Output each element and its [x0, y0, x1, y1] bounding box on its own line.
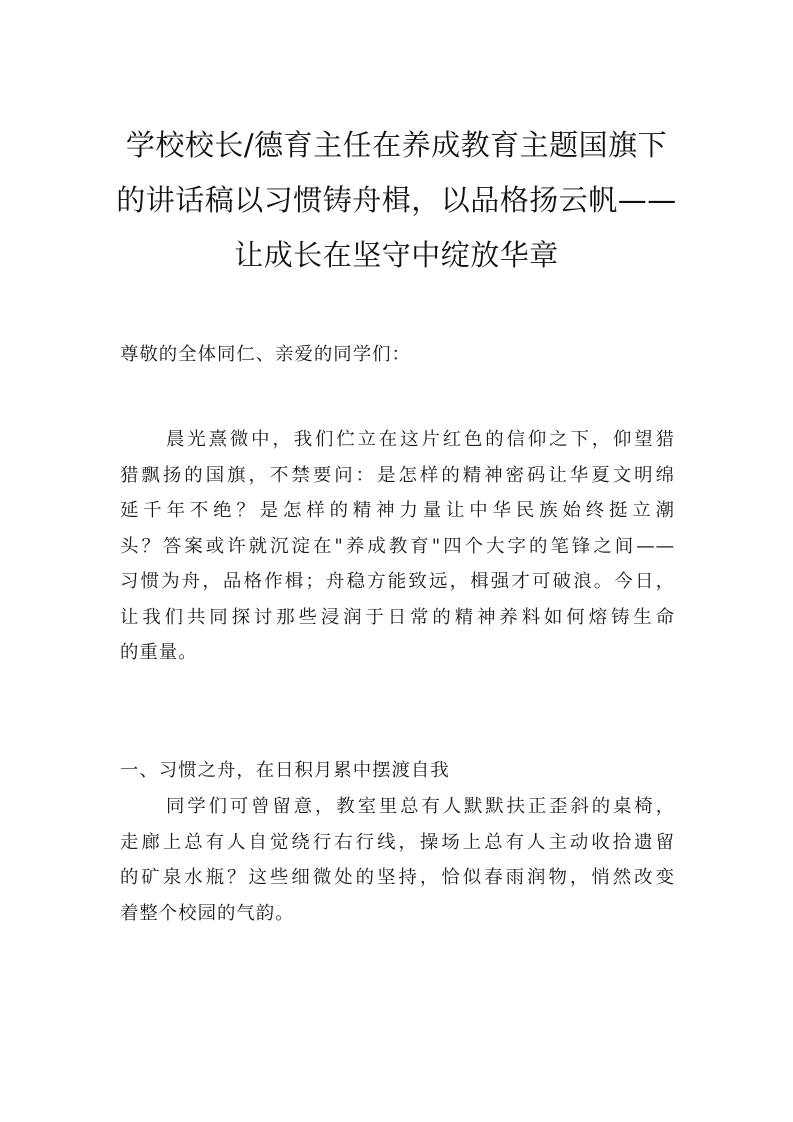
- paragraph-line: 晨光熹微中，我们伫立在这片红色的信仰之下，仰望猎: [166, 429, 675, 450]
- paragraph-line: 猎飘扬的国旗，不禁要问：是怎样的精神密码让华夏文明绵: [120, 464, 675, 486]
- paragraph-line: 走廊上总有人自觉绕行右行线，操场上总有人主动收拾遗留: [120, 831, 675, 853]
- title-line: 让成长在坚守中绽放华章: [234, 238, 559, 272]
- paragraph-line: 的重量。: [120, 642, 198, 663]
- title-line: 的讲话稿以习惯铸舟楫，以品格扬云帆——: [116, 183, 677, 217]
- greeting: 尊敬的全体同仁、亲爱的同学们：: [120, 344, 411, 365]
- paragraph-line: 着整个校园的气韵。: [120, 902, 295, 924]
- title-line: 学校校长/德育主任在养成教育主题国旗下: [125, 128, 668, 162]
- paragraph-1: [120, 422, 675, 671]
- paragraph-line: 的矿泉水瓶？这些细微处的坚持，恰似春雨润物，悄然改变: [120, 867, 675, 888]
- paragraph-line: 让我们共同探讨那些浸润于日常的精神养料如何熔铸生命: [120, 606, 675, 628]
- section-heading-1: 一、习惯之舟，在日积月累中摆渡自我: [120, 760, 450, 781]
- document-title: [110, 118, 683, 283]
- paragraph-line: 同学们可曾留意，教室里总有人默默扶正歪斜的桌椅，: [166, 796, 675, 817]
- paragraph-line: 延千年不绝？是怎样的精神力量让中华民族始终挺立潮: [120, 500, 675, 521]
- paragraph-2: [120, 789, 675, 931]
- paragraph-line: 头？答案或许就沉淀在"养成教育"四个大字的笔锋之间——: [120, 535, 675, 557]
- paragraph-line: 习惯为舟，品格作楫；舟稳方能致远，楫强才可破浪。今日，: [120, 571, 675, 592]
